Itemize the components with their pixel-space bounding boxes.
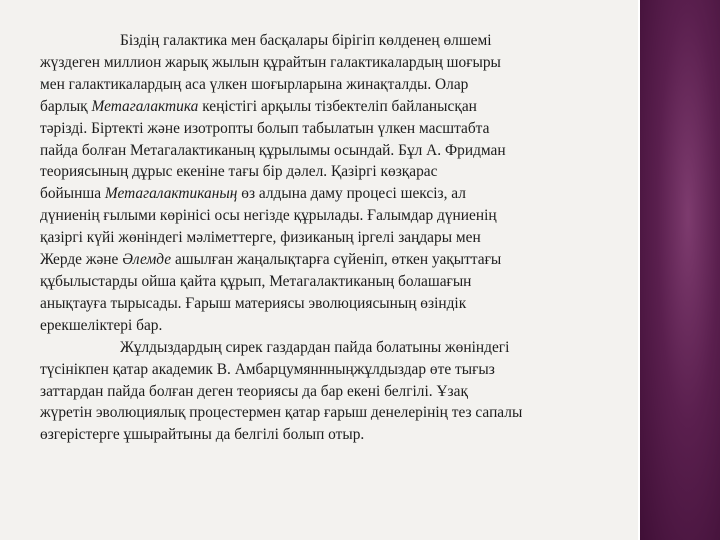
text-line: Біздің галактика мен басқалары бірігіп көлденең өлшемі xyxy=(120,32,492,49)
italic-term: Әлемде xyxy=(122,251,172,269)
text-line: қазіргі күйі жөніндегі мәліметтерге, физиканың іргелі заңдары мен xyxy=(40,229,481,247)
text-line: мен галактикалардың аса үлкен шоғырларына жинақталды. Олар xyxy=(40,75,469,93)
text-line xyxy=(40,183,630,205)
text-line: өзгерістерге ұшырайтыны да белгілі болып отыр. xyxy=(40,426,365,444)
decorative-side-panel xyxy=(640,0,720,540)
text-line: түсінікпен қатар академик В. Амбарцумяннныңжұлдыздар өте тығыз xyxy=(40,360,495,378)
italic-term: Метагалактиканың xyxy=(104,185,238,203)
text-run: бойынша xyxy=(40,185,105,203)
text-run: ашылған жаңалықтарға сүйеніп, өткен уақыттағы xyxy=(171,251,502,269)
text-line: анықтауға тырысады. Ғарыш материясы эволюциясының өзіндік xyxy=(40,294,467,312)
italic-term: Метагалактика xyxy=(91,97,199,115)
text-run: барлық xyxy=(40,97,92,115)
text-line: ерекшеліктері бар. xyxy=(40,316,163,334)
text-line: теориясының дұрыс екеніне тағы бір дәлел. Қазіргі көзқарас xyxy=(40,163,438,181)
paragraph-1 xyxy=(40,30,630,337)
text-line: Жұлдыздардың сирек газдардан пайда болатыны жөніндегі xyxy=(120,338,510,356)
text-line: заттардан пайда болған деген теориясы да бар екені белгілі. Ұзақ xyxy=(40,382,468,400)
text-line: құбылыстарды ойша қайта құрып, Метагалактиканың болашағын xyxy=(40,272,472,290)
text-run: өз алдына даму процесі шексіз, ал xyxy=(237,185,466,203)
text-run: Жерде және xyxy=(40,251,123,269)
text-run: кеңістігі арқылы тізбектеліп байланысқан xyxy=(198,97,477,115)
text-line: жүретін эволюциялық процестермен қатар ғарыш денелерінің тез сапалы xyxy=(40,404,523,422)
text-line: тәрізді. Біртекті және изотропты болып табылатын үлкен масштабта xyxy=(40,119,490,137)
text-line xyxy=(40,249,630,271)
text-line: пайда болған Метагалактиканың құрылымы осындай. Бұл А. Фридман xyxy=(40,141,506,159)
text-line xyxy=(40,96,630,118)
body-text xyxy=(40,30,630,446)
text-line: дүниенің ғылыми көрінісі осы негізде құрылады. Ғалымдар дүниенің xyxy=(40,207,497,225)
text-line: жүздеген миллион жарық жылын құрайтын галактикалардың шоғыры xyxy=(40,53,501,71)
paragraph-2 xyxy=(40,337,630,447)
